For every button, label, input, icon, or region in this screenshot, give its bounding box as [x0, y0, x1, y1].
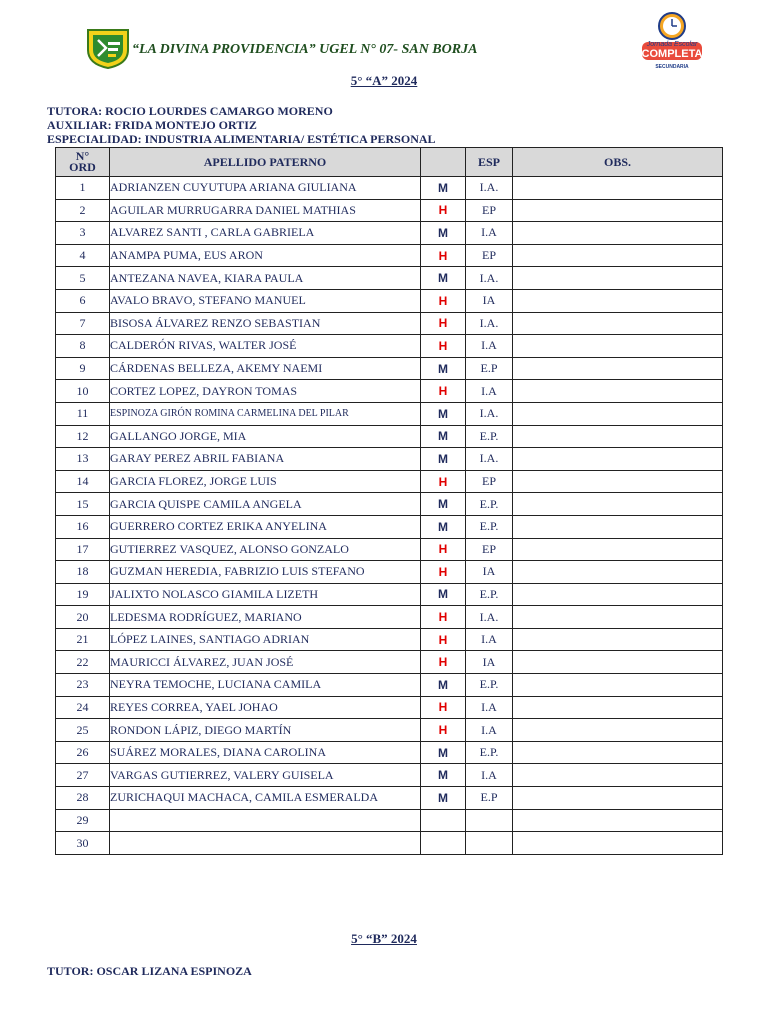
obs-cell [513, 651, 723, 674]
row-number: 14 [56, 470, 110, 493]
especialidad-cell: IA [466, 651, 513, 674]
student-name: ESPINOZA GIRÓN ROMINA CARMELINA DEL PILAR [110, 402, 421, 425]
table-row [56, 696, 723, 719]
logo-line-2: COMPLETA [641, 48, 703, 60]
row-number: 7 [56, 312, 110, 335]
header-num-line2: ORD [69, 160, 96, 174]
table-row [56, 606, 723, 629]
sex-marker: M [421, 357, 466, 380]
obs-cell [513, 787, 723, 810]
table-row [56, 538, 723, 561]
especialidad-cell [466, 809, 513, 832]
header-obs: OBS. [513, 148, 723, 177]
obs-cell [513, 357, 723, 380]
especialidad-cell: I.A. [466, 267, 513, 290]
row-number: 3 [56, 222, 110, 245]
obs-cell [513, 289, 723, 312]
student-name: GARCIA QUISPE CAMILA ANGELA [110, 493, 421, 516]
student-name: AVALO BRAVO, STEFANO MANUEL [110, 289, 421, 312]
especialidad-cell: I.A [466, 335, 513, 358]
sex-marker: H [421, 628, 466, 651]
sex-marker: H [421, 199, 466, 222]
student-name: LÓPEZ LAINES, SANTIAGO ADRIAN [110, 628, 421, 651]
student-name: GARAY PEREZ ABRIL FABIANA [110, 448, 421, 471]
especialidad-line: ESPECIALIDAD: INDUSTRIA ALIMENTARIA/ ESTÉTICA PERSONAL [47, 132, 436, 146]
table-row [56, 764, 723, 787]
obs-cell [513, 177, 723, 200]
table-row [56, 357, 723, 380]
especialidad-cell: I.A [466, 719, 513, 742]
header-sex [421, 148, 466, 177]
student-name: GUTIERREZ VASQUEZ, ALONSO GONZALO [110, 538, 421, 561]
especialidad-cell: E.P. [466, 515, 513, 538]
table-row [56, 470, 723, 493]
obs-cell [513, 244, 723, 267]
row-number: 2 [56, 199, 110, 222]
row-number: 18 [56, 561, 110, 584]
obs-cell [513, 199, 723, 222]
table-row [56, 289, 723, 312]
especialidad-cell: I.A. [466, 177, 513, 200]
header-esp: ESP [466, 148, 513, 177]
table-row [56, 741, 723, 764]
table-row [56, 651, 723, 674]
row-number: 13 [56, 448, 110, 471]
especialidad-cell: I.A [466, 628, 513, 651]
obs-cell [513, 493, 723, 516]
especialidad-cell: IA [466, 289, 513, 312]
sex-marker: H [421, 696, 466, 719]
sex-marker: M [421, 177, 466, 200]
table-row [56, 809, 723, 832]
especialidad-cell: E.P. [466, 583, 513, 606]
sex-marker: H [421, 244, 466, 267]
especialidad-cell: I.A. [466, 402, 513, 425]
student-name: ADRIANZEN CUYUTUPA ARIANA GIULIANA [110, 177, 421, 200]
obs-cell [513, 402, 723, 425]
school-title: “LA DIVINA PROVIDENCIA” UGEL N° 07- SAN BORJA [132, 42, 478, 57]
obs-cell [513, 425, 723, 448]
row-number: 24 [56, 696, 110, 719]
obs-cell [513, 674, 723, 697]
roster-table [55, 147, 723, 855]
student-name: ALVAREZ SANTI , CARLA GABRIELA [110, 222, 421, 245]
logo-line-3: SECUNDARIA [655, 64, 689, 70]
table-row [56, 719, 723, 742]
obs-cell [513, 583, 723, 606]
row-number: 16 [56, 515, 110, 538]
especialidad-cell: EP [466, 470, 513, 493]
student-name: GUZMAN HEREDIA, FABRIZIO LUIS STEFANO [110, 561, 421, 584]
student-name: GALLANGO JORGE, MIA [110, 425, 421, 448]
section-b-title: 5° “B” 2024 [351, 931, 417, 946]
obs-cell [513, 606, 723, 629]
row-number: 1 [56, 177, 110, 200]
row-number: 11 [56, 402, 110, 425]
sex-marker: H [421, 561, 466, 584]
obs-cell [513, 222, 723, 245]
obs-cell [513, 741, 723, 764]
table-row [56, 380, 723, 403]
especialidad-cell: I.A. [466, 448, 513, 471]
student-name: CORTEZ LOPEZ, DAYRON TOMAS [110, 380, 421, 403]
row-number: 30 [56, 832, 110, 855]
row-number: 8 [56, 335, 110, 358]
table-row [56, 583, 723, 606]
obs-cell [513, 764, 723, 787]
especialidad-cell: I.A. [466, 312, 513, 335]
obs-cell [513, 696, 723, 719]
student-name: RONDON LÁPIZ, DIEGO MARTÍN [110, 719, 421, 742]
obs-cell [513, 538, 723, 561]
table-row [56, 199, 723, 222]
row-number: 29 [56, 809, 110, 832]
table-row [56, 787, 723, 810]
sex-marker: H [421, 606, 466, 629]
obs-cell [513, 561, 723, 584]
row-number: 25 [56, 719, 110, 742]
table-row [56, 561, 723, 584]
obs-cell [513, 312, 723, 335]
tutor-b-line: TUTOR: OSCAR LIZANA ESPINOZA [47, 964, 252, 978]
table-header-row [56, 148, 723, 177]
student-name: GUERRERO CORTEZ ERIKA ANYELINA [110, 515, 421, 538]
table-row [56, 448, 723, 471]
especialidad-cell: I.A [466, 696, 513, 719]
sex-marker: M [421, 764, 466, 787]
row-number: 9 [56, 357, 110, 380]
obs-cell [513, 448, 723, 471]
especialidad-cell: I.A [466, 222, 513, 245]
obs-cell [513, 515, 723, 538]
auxiliar-line: AUXILIAR: FRIDA MONTEJO ORTIZ [47, 118, 257, 132]
obs-cell [513, 380, 723, 403]
student-name: NEYRA TEMOCHE, LUCIANA CAMILA [110, 674, 421, 697]
row-number: 26 [56, 741, 110, 764]
tutora-line: TUTORA: ROCIO LOURDES CAMARGO MORENO [47, 104, 333, 118]
row-number: 5 [56, 267, 110, 290]
table-row [56, 312, 723, 335]
row-number: 23 [56, 674, 110, 697]
student-name: ANTEZANA NAVEA, KIARA PAULA [110, 267, 421, 290]
especialidad-cell: E.P [466, 787, 513, 810]
obs-cell [513, 628, 723, 651]
school-shield-logo [84, 26, 132, 70]
especialidad-cell: E.P. [466, 425, 513, 448]
student-name [110, 809, 421, 832]
obs-cell [513, 335, 723, 358]
row-number: 10 [56, 380, 110, 403]
sex-marker: H [421, 538, 466, 561]
especialidad-cell: I.A [466, 380, 513, 403]
table-row [56, 402, 723, 425]
sex-marker: H [421, 470, 466, 493]
row-number: 4 [56, 244, 110, 267]
table-row [56, 515, 723, 538]
table-row [56, 425, 723, 448]
obs-cell [513, 719, 723, 742]
row-number: 6 [56, 289, 110, 312]
table-row [56, 628, 723, 651]
table-row [56, 832, 723, 855]
row-number: 22 [56, 651, 110, 674]
obs-cell [513, 470, 723, 493]
sex-marker: M [421, 402, 466, 425]
table-row [56, 244, 723, 267]
especialidad-cell: EP [466, 199, 513, 222]
jornada-escolar-completa-logo [636, 8, 708, 72]
especialidad-cell: I.A. [466, 606, 513, 629]
sex-marker: H [421, 651, 466, 674]
student-name: ANAMPA PUMA, EUS ARON [110, 244, 421, 267]
especialidad-cell: E.P. [466, 493, 513, 516]
sex-marker: H [421, 335, 466, 358]
student-name: CÁRDENAS BELLEZA, AKEMY NAEMI [110, 357, 421, 380]
especialidad-cell: E.P [466, 357, 513, 380]
sex-marker: H [421, 719, 466, 742]
student-name: GARCIA FLOREZ, JORGE LUIS [110, 470, 421, 493]
sex-marker: H [421, 289, 466, 312]
student-name: CALDERÓN RIVAS, WALTER JOSÉ [110, 335, 421, 358]
student-name: JALIXTO NOLASCO GIAMILA LIZETH [110, 583, 421, 606]
student-name: MAURICCI ÁLVAREZ, JUAN JOSÉ [110, 651, 421, 674]
sex-marker: M [421, 222, 466, 245]
sex-marker: M [421, 267, 466, 290]
student-name: LEDESMA RODRÍGUEZ, MARIANO [110, 606, 421, 629]
sex-marker: M [421, 515, 466, 538]
row-number: 17 [56, 538, 110, 561]
student-name: REYES CORREA, YAEL JOHAO [110, 696, 421, 719]
row-number: 19 [56, 583, 110, 606]
sex-marker: M [421, 425, 466, 448]
obs-cell [513, 809, 723, 832]
row-number: 20 [56, 606, 110, 629]
row-number: 15 [56, 493, 110, 516]
row-number: 28 [56, 787, 110, 810]
especialidad-cell: EP [466, 538, 513, 561]
especialidad-cell: E.P. [466, 741, 513, 764]
row-number: 21 [56, 628, 110, 651]
section-a-title: 5° “A” 2024 [350, 73, 418, 88]
header-num [56, 148, 110, 177]
especialidad-cell [466, 832, 513, 855]
student-name [110, 832, 421, 855]
table-row [56, 335, 723, 358]
row-number: 12 [56, 425, 110, 448]
student-name: AGUILAR MURRUGARRA DANIEL MATHIAS [110, 199, 421, 222]
especialidad-cell: E.P. [466, 674, 513, 697]
sex-marker: M [421, 674, 466, 697]
especialidad-cell: IA [466, 561, 513, 584]
header-apellido: APELLIDO PATERNO [110, 148, 421, 177]
student-name: BISOSA ÁLVAREZ RENZO SEBASTIAN [110, 312, 421, 335]
table-row [56, 493, 723, 516]
table-row [56, 267, 723, 290]
sex-marker: M [421, 448, 466, 471]
sex-marker [421, 832, 466, 855]
sex-marker: H [421, 312, 466, 335]
student-name: ZURICHAQUI MACHACA, CAMILA ESMERALDA [110, 787, 421, 810]
logo-line-1: Jornada Escolar [646, 41, 698, 48]
sex-marker: M [421, 787, 466, 810]
sex-marker [421, 809, 466, 832]
obs-cell [513, 267, 723, 290]
student-name: VARGAS GUTIERREZ, VALERY GUISELA [110, 764, 421, 787]
especialidad-cell: I.A [466, 764, 513, 787]
student-name: SUÁREZ MORALES, DIANA CAROLINA [110, 741, 421, 764]
row-number: 27 [56, 764, 110, 787]
obs-cell [513, 832, 723, 855]
header-num-line1: N° [75, 149, 90, 163]
table-row [56, 674, 723, 697]
sex-marker: H [421, 380, 466, 403]
sex-marker: M [421, 583, 466, 606]
sex-marker: M [421, 741, 466, 764]
sex-marker: M [421, 493, 466, 516]
table-row [56, 177, 723, 200]
table-row [56, 222, 723, 245]
especialidad-cell: EP [466, 244, 513, 267]
